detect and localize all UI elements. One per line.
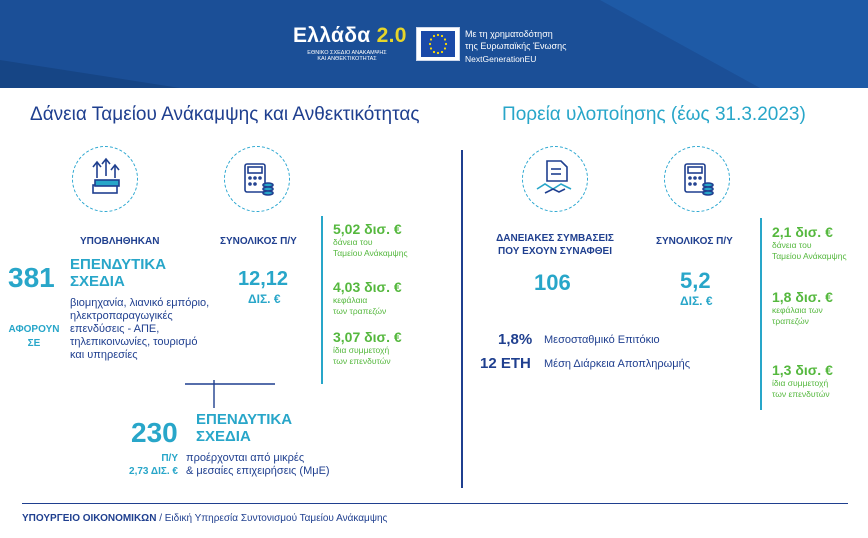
agency-name: Ειδική Υπηρεσία Συντονισμού Ταμείου Ανάκαμψης [164,513,388,524]
duration-label: Μέση Διάρκεια Αποπληρωμής [544,358,691,370]
concern-label: ΑΦΟΡΟΥΝ ΣΕ [8,324,60,349]
sme-budget: Π/Υ 2,73 ΔΙΣ. € [129,453,178,477]
total-budget-label: ΣΥΝΟΛΙΚΟΣ Π/Υ [220,236,297,247]
eu-funding-line3: NextGenerationEU [465,54,537,64]
sme-plans-label: ΕΠΕΝΔΥΤΙΚΑ ΣΧΕΔΙΑ [196,411,293,445]
greece-2-0-logo: Ελλάδα 2.0 [293,24,407,47]
right-breakdown-bank-capital: 1,8 δισ. € κεφάλαια των τραπεζών [772,289,833,326]
breakdown-own-participation: 3,07 δισ. € ίδια συμμετοχή των επενδυτών [333,329,402,366]
right-breakdown-recovery-fund: 2,1 δισ. € δάνεια του Ταμείου Ανάκαμψης [772,224,847,261]
section-divider [461,150,463,488]
footer-divider [22,503,848,504]
plans-count: 381 [8,262,55,293]
interest-rate-label: Μεσοσταθμικό Επιτόκιο [544,334,660,346]
duration-value: 12 ΕΤΗ [480,355,531,372]
right-total-budget-unit: ΔΙΣ. € [680,294,713,308]
breakdown-bank-capital: 4,03 δισ. € κεφάλαια των τραπεζών [333,279,402,316]
calculator-icon [224,146,290,212]
plans-label: ΕΠΕΝΔΥΤΙΚΑ ΣΧΕΔΙΑ [70,256,167,290]
progress-title: Πορεία υλοποίησης (έως 31.3.2023) [502,104,806,125]
header-band [0,0,868,88]
total-budget-unit: ΔΙΣ. € [248,292,281,306]
eu-funding-line2: της Ευρωπαϊκής Ένωσης [465,41,567,51]
handshake-contract-icon [522,146,588,212]
logo-subtitle: ΕΘΝΙΚΟ ΣΧΕΔΙΟ ΑΝΑΚΑΜΨΗΣ ΚΑΙ ΑΝΘΕΚΤΙΚΟΤΗΤΑΣ [307,50,387,62]
sectors-list: βιομηχανία, λιανικό εμπόριο, ηλεκτροπαραγωγικές επενδύσεις - ΑΠΕ, τηλεπικοινωνίες, τουρισμό και υπηρεσίες [70,297,210,361]
submitted-label: ΥΠΟΒΛΗΘΗΚΑΝ [80,236,160,247]
footer: ΥΠΟΥΡΓΕΙΟ ΟΙΚΟΝΟΜΙΚΩΝ / Ειδική Υπηρεσία Συντονισμού Ταμείου Ανάκαμψης [22,513,388,524]
interest-rate-value: 1,8% [498,331,533,348]
eu-funding-line1: Με τη χρηματοδότηση [465,29,553,39]
growth-icon [72,146,138,212]
right-total-budget-value: 5,2 [680,268,711,293]
sme-plans-count: 230 [131,417,178,448]
contracts-count: 106 [534,270,571,295]
calculator-icon-right [664,146,730,212]
right-breakdown-own-participation: 1,3 δισ. € ίδια συμμετοχή των επενδυτών [772,362,833,399]
ministry-name: ΥΠΟΥΡΓΕΙΟ ΟΙΚΟΝΟΜΙΚΩΝ [22,513,157,524]
contracts-label: ΔΑΝΕΙΑΚΕΣ ΣΥΜΒΑΣΕΙΣ ΠΟΥ ΕΧΟΥΝ ΣΥΝΑΦΘΕΙ [496,233,614,257]
breakdown-recovery-fund: 5,02 δισ. € δάνεια του Ταμείου Ανάκαμψης [333,221,408,258]
total-budget-value: 12,12 [238,268,289,290]
breakdown-bracket [321,216,323,384]
sme-description: προέρχονται από μικρές & μεσαίες επιχειρήσεις (ΜμΕ) [186,452,330,477]
eu-flag-icon [416,27,460,61]
right-breakdown-bracket [760,218,762,410]
right-total-budget-label: ΣΥΝΟΛΙΚΟΣ Π/Υ [656,236,733,247]
page-title: Δάνεια Ταμείου Ανάκαμψης και Ανθεκτικότητας [30,104,420,125]
